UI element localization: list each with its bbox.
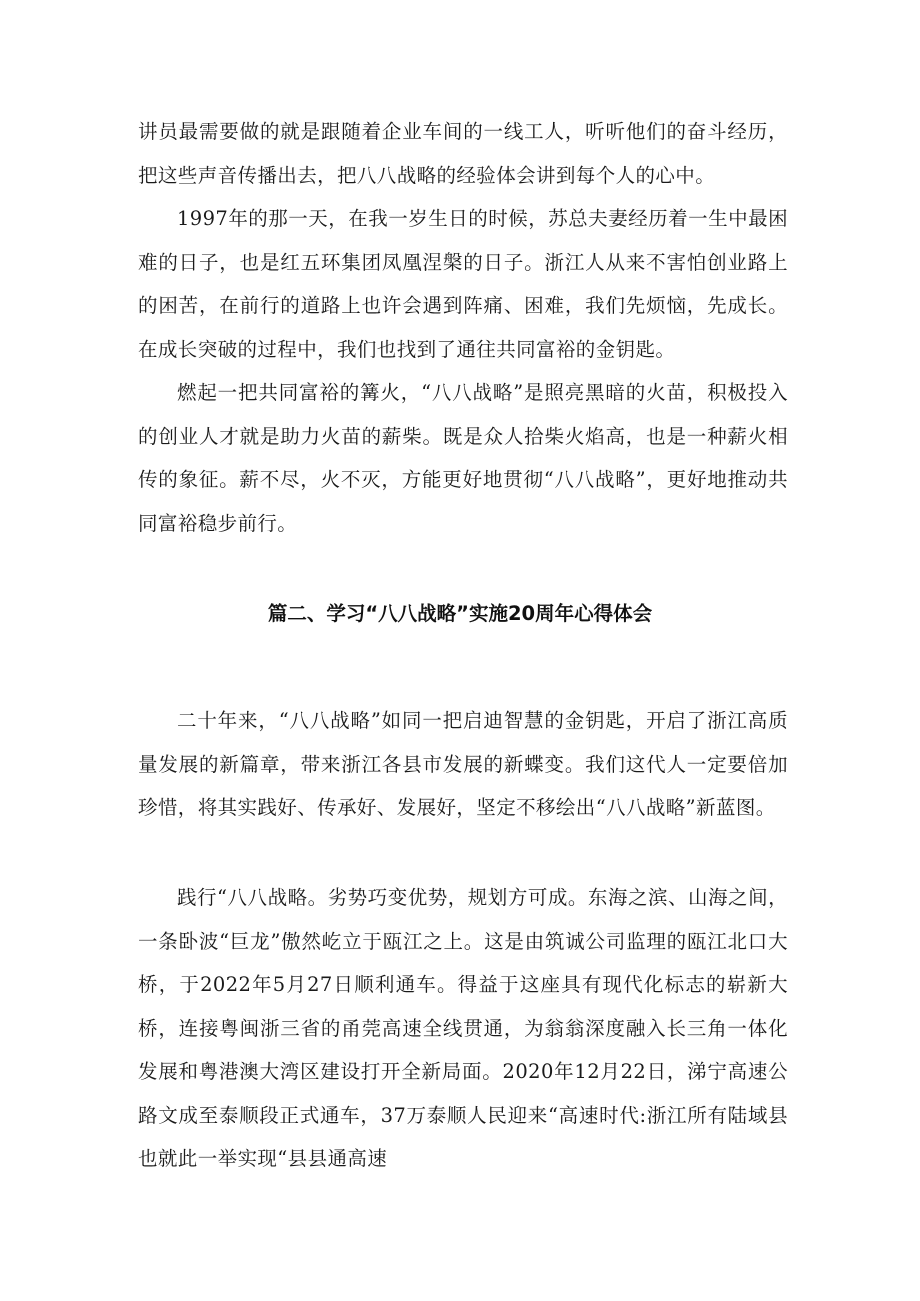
paragraph-practice: 践行“八八战略。劣势巧变优势，规划方可成。东海之滨、山海之间，一条卧波“巨龙”傲然屹立于瓯江之上。这是由筑诚公司监理的瓯江北口大桥，于2022年5月27日顺利通车。得益于这座具有现代化标志的崭新大桥，连接粤闽浙三省的甬莞高速全线贯通，为翁翁深度融入长三角一体化发展和粤港澳大湾区建设打开全新局面。2020年12月22日，涕宁高速公路文成至泰顺段正式通车，37万泰顺人民迎来“高速时代:浙江所有陆域县也就此一举实现“县县通高速 [138, 886, 788, 1170]
paragraph-continued: 讲员最需要做的就是跟随着企业车间的一线工人，听听他们的奋斗经历，把这些声音传播出去，把八八战略的经验体会讲到每个人的心中。 [138, 120, 788, 187]
paragraph-bonfire: 燃起一把共同富裕的篝火，“八八战略”是照亮黑暗的火苗，积极投入的创业人才就是助力火苗的薪柴。既是众人拾柴火焰高，也是一种薪火相传的象征。薪不尽，火不灭，方能更好地贯彻“八八战略”，更好地推动共同富裕稳步前行。 [138, 381, 788, 535]
paragraph-twenty-years: 二十年来，“八八战略”如同一把启迪智慧的金钥匙，开启了浙江高质量发展的新篇章，带来浙江各县市发展的新蝶变。我们这代人一定要倍加珍惜，将其实践好、传承好、发展好，坚定不移绘出“八八战略”新蓝图。 [138, 709, 788, 819]
section-title: 篇二、学习“八八战略”实施20周年心得体会 [267, 602, 653, 625]
paragraph-1997: 1997年的那一天，在我一岁生日的时候，苏总夫妻经历着一生中最困难的日子，也是红五环集团凤凰涅槃的日子。浙江人从来不害怕创业路上的困苦，在前行的道路上也许会遇到阵痛、困难，我们先烦恼，先成长。在成长突破的过程中，我们也找到了通往共同富裕的金钥匙。 [138, 207, 788, 361]
